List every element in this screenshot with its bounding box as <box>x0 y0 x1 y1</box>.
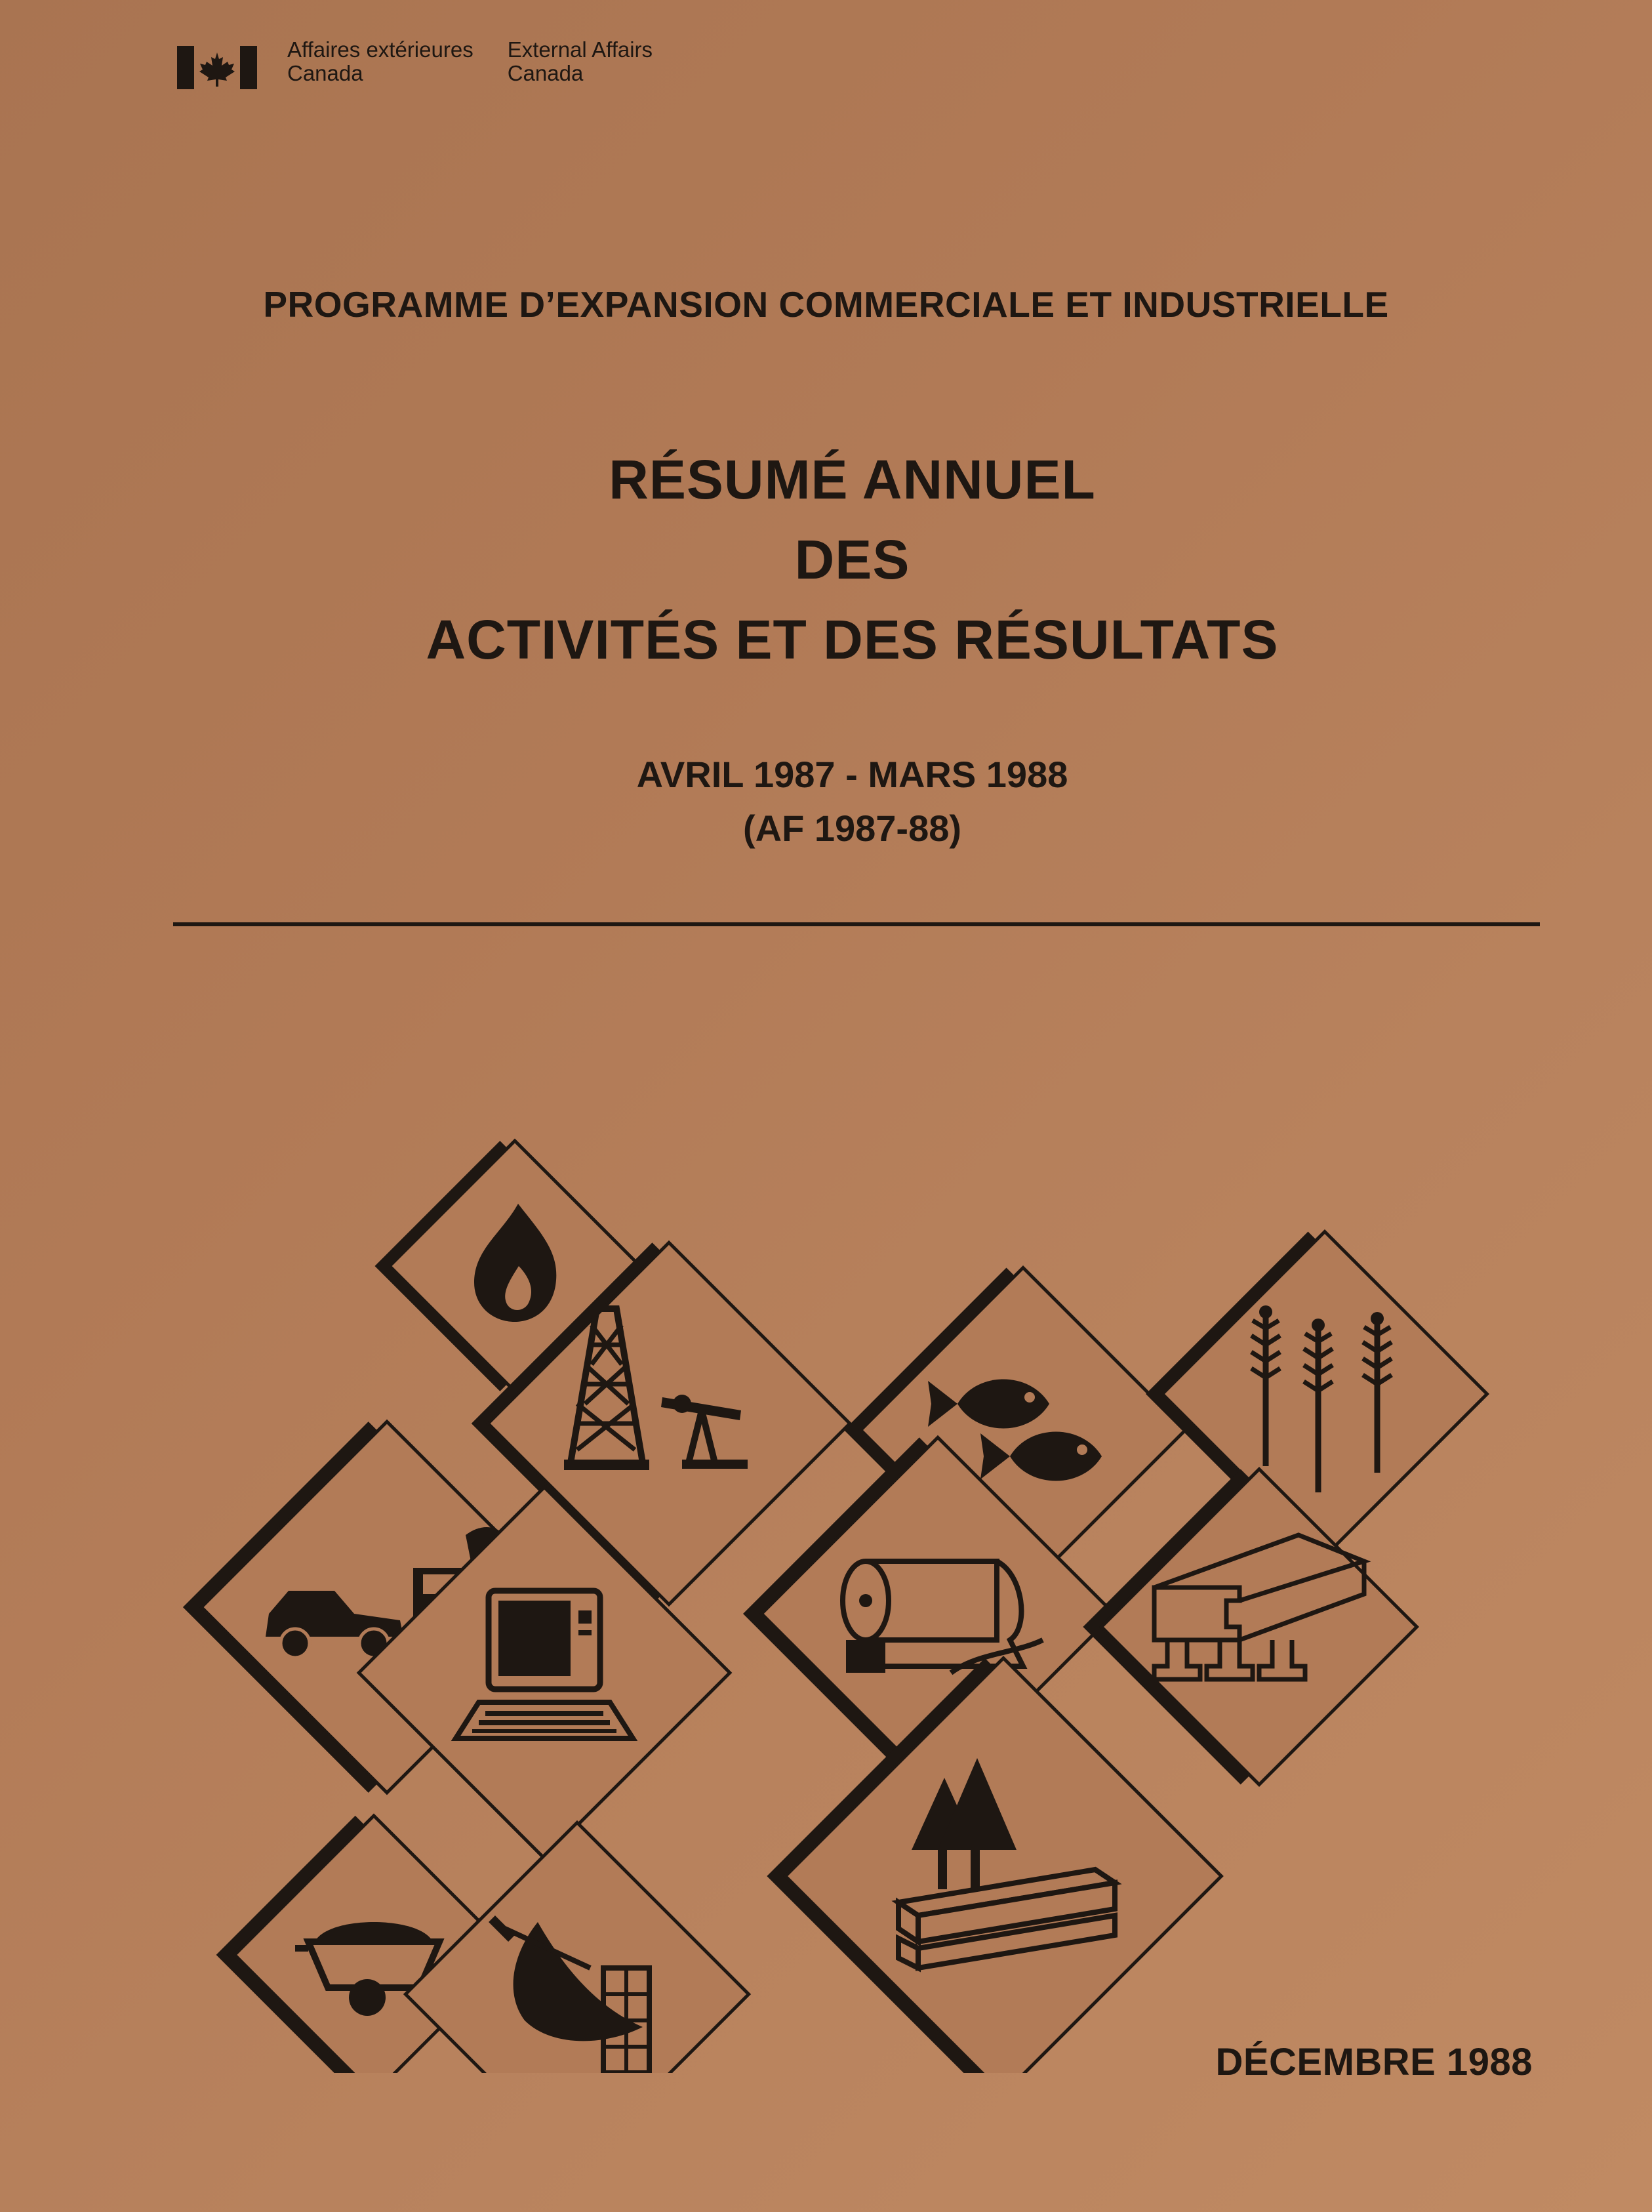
department-name-fr <box>287 38 473 85</box>
reporting-period <box>0 748 1652 855</box>
title-line-3: ACTIVITÉS ET DES RÉSULTATS <box>426 609 1279 670</box>
forestry-lumber-icon <box>767 1643 1227 2073</box>
department-signature <box>177 38 653 89</box>
report-title <box>0 440 1652 680</box>
department-fr-line2: Canada <box>287 61 363 85</box>
canada-flag-icon <box>177 46 257 89</box>
industry-illustration <box>151 1102 1515 2073</box>
department-en-line2: Canada <box>507 61 584 85</box>
title-line-1: RÉSUMÉ ANNUEL <box>609 449 1096 510</box>
publication-date: DÉCEMBRE 1988 <box>1215 2041 1533 2083</box>
department-en-line1: External Affairs <box>507 37 653 62</box>
period-range: AVRIL 1987 - MARS 1988 <box>636 754 1068 795</box>
fiscal-year: (AF 1987-88) <box>742 808 962 849</box>
satellite-dish-icon <box>405 1822 748 2073</box>
horizontal-rule <box>173 922 1540 926</box>
department-fr-line1: Affaires extérieures <box>287 37 473 62</box>
title-line-2: DES <box>794 529 910 590</box>
program-heading: PROGRAMME D’EXPANSION COMMERCIALE ET INDUSTRIELLE <box>263 284 1389 325</box>
department-name-en <box>508 38 653 85</box>
